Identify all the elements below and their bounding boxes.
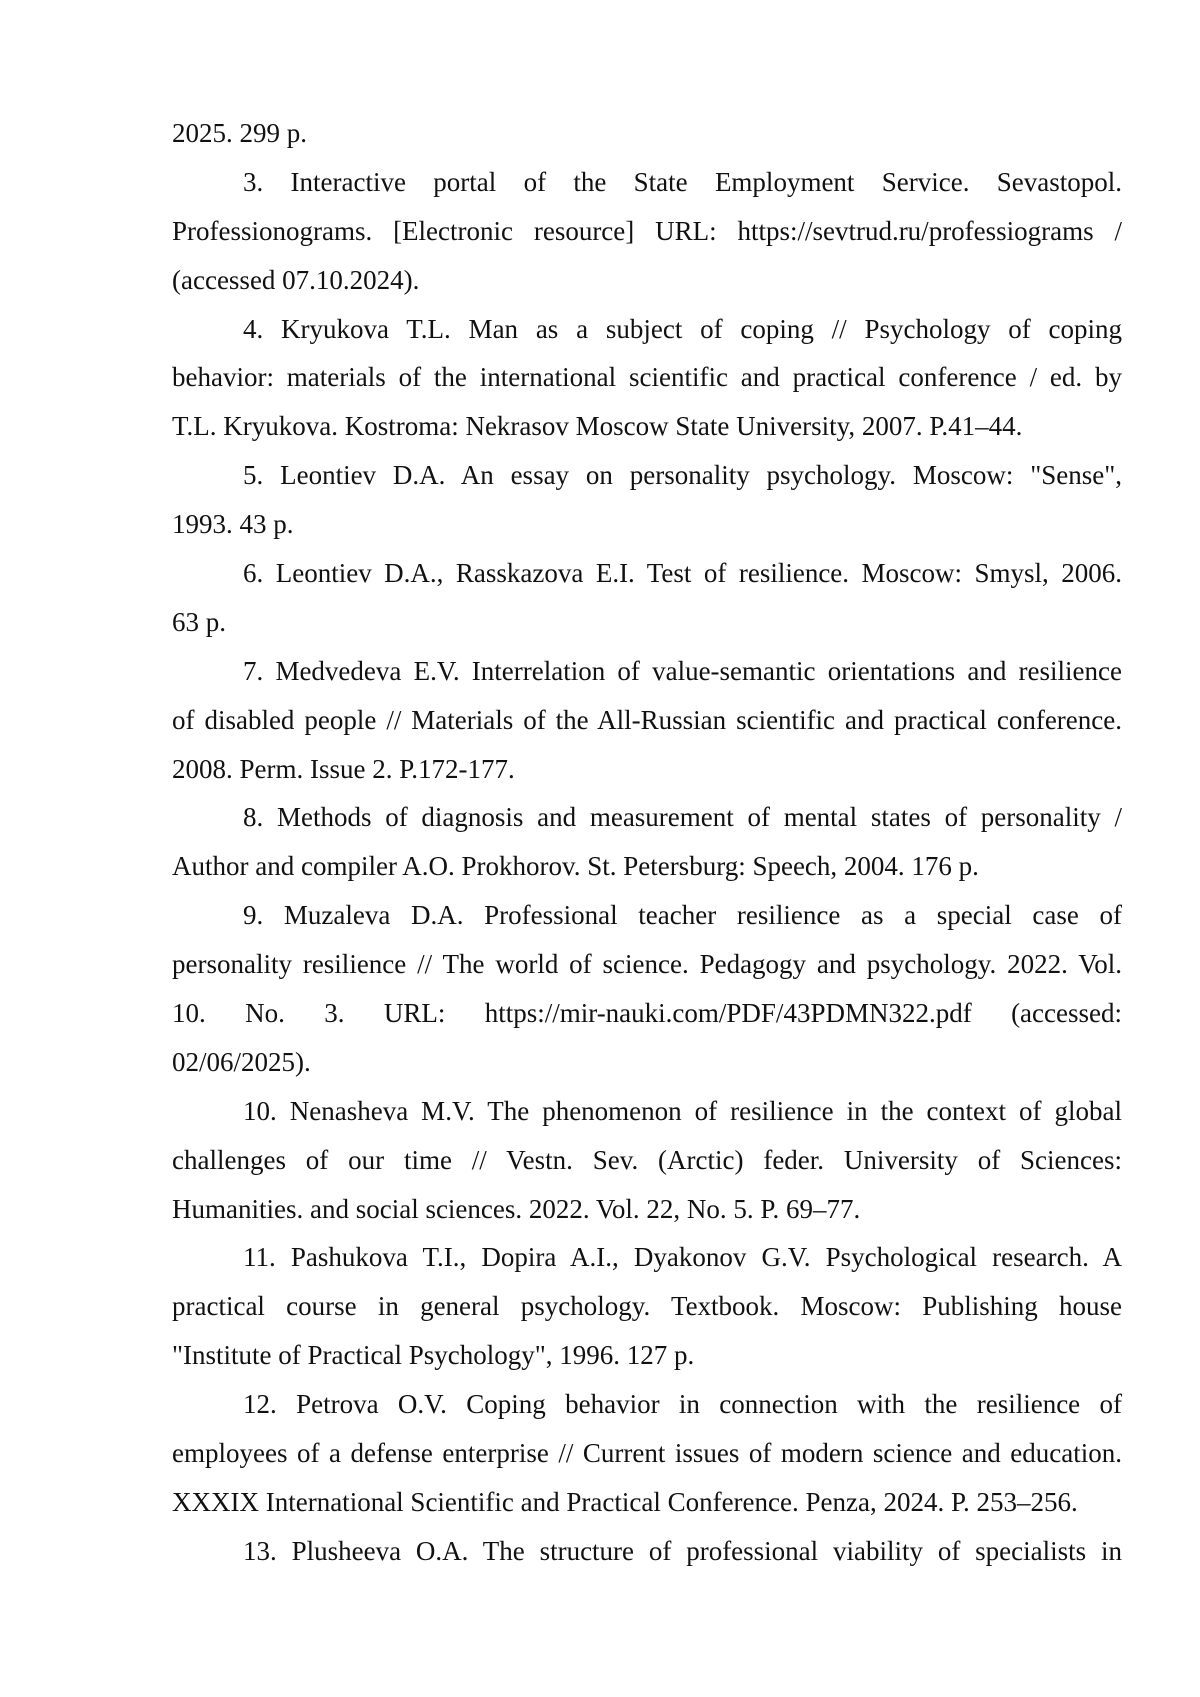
reference-line: 1993. 43 p. bbox=[172, 500, 1122, 549]
reference-line: employees of a defense enterprise // Current issues of modern science and education. bbox=[172, 1429, 1122, 1478]
reference-line: Professionograms. [Electronic resource] URL: https://sevtrud.ru/professiograms / bbox=[172, 207, 1122, 256]
reference-item bbox=[172, 1380, 1122, 1527]
reference-line: Author and compiler A.O. Prokhorov. St. Petersburg: Speech, 2004. 176 p. bbox=[172, 842, 1122, 891]
reference-line: personality resilience // The world of science. Pedagogy and psychology. 2022. Vol. bbox=[172, 940, 1122, 989]
reference-line: 7. Medvedeva E.V. Interrelation of value-semantic orientations and resilience bbox=[172, 647, 1122, 696]
reference-line: 2008. Perm. Issue 2. P.172-177. bbox=[172, 745, 1122, 794]
reference-line: (accessed 07.10.2024). bbox=[172, 256, 1122, 305]
reference-line: 13. Plusheeva O.A. The structure of professional viability of specialists in bbox=[172, 1527, 1122, 1576]
reference-line: 10. No. 3. URL: https://mir-nauki.com/PDF/43PDMN322.pdf (accessed: bbox=[172, 989, 1122, 1038]
reference-line: Humanities. and social sciences. 2022. Vol. 22, No. 5. P. 69–77. bbox=[172, 1185, 1122, 1234]
reference-line: 12. Petrova O.V. Coping behavior in connection with the resilience of bbox=[172, 1380, 1122, 1429]
reference-line: 8. Methods of diagnosis and measurement of mental states of personality / bbox=[172, 793, 1122, 842]
reference-line: 3. Interactive portal of the State Employment Service. Sevastopol. bbox=[172, 158, 1122, 207]
reference-line: of disabled people // Materials of the All-Russian scientific and practical conference. bbox=[172, 696, 1122, 745]
reference-line: practical course in general psychology. Textbook. Moscow: Publishing house bbox=[172, 1282, 1122, 1331]
reference-item bbox=[172, 305, 1122, 452]
reference-item bbox=[172, 647, 1122, 794]
reference-line: XXXIX International Scientific and Practical Conference. Penza, 2024. P. 253–256. bbox=[172, 1478, 1122, 1527]
reference-list-page bbox=[172, 109, 1122, 1576]
reference-line: behavior: materials of the international scientific and practical conference / ed. by bbox=[172, 353, 1122, 402]
reference-line: 10. Nenasheva M.V. The phenomenon of resilience in the context of global bbox=[172, 1087, 1122, 1136]
reference-line: challenges of our time // Vestn. Sev. (Arctic) feder. University of Sciences: bbox=[172, 1136, 1122, 1185]
reference-line: 9. Muzaleva D.A. Professional teacher resilience as a special case of bbox=[172, 891, 1122, 940]
reference-item bbox=[172, 793, 1122, 891]
reference-item bbox=[172, 1527, 1122, 1576]
reference-item bbox=[172, 451, 1122, 549]
reference-line: T.L. Kryukova. Kostroma: Nekrasov Moscow State University, 2007. P.41–44. bbox=[172, 402, 1122, 451]
reference-line: 11. Pashukova T.I., Dopira A.I., Dyakonov G.V. Psychological research. A bbox=[172, 1233, 1122, 1282]
reference-item bbox=[172, 549, 1122, 647]
reference-item bbox=[172, 1087, 1122, 1234]
reference-continuation: 2025. 299 p. bbox=[172, 109, 1122, 158]
reference-line: 5. Leontiev D.A. An essay on personality psychology. Moscow: "Sense", bbox=[172, 451, 1122, 500]
reference-item bbox=[172, 158, 1122, 305]
reference-line: 4. Kryukova T.L. Man as a subject of coping // Psychology of coping bbox=[172, 305, 1122, 354]
reference-line: "Institute of Practical Psychology", 1996. 127 p. bbox=[172, 1331, 1122, 1380]
reference-line: 02/06/2025). bbox=[172, 1038, 1122, 1087]
reference-item bbox=[172, 1233, 1122, 1380]
reference-item bbox=[172, 891, 1122, 1087]
reference-line: 6. Leontiev D.A., Rasskazova E.I. Test of resilience. Moscow: Smysl, 2006. bbox=[172, 549, 1122, 598]
reference-line: 63 p. bbox=[172, 598, 1122, 647]
